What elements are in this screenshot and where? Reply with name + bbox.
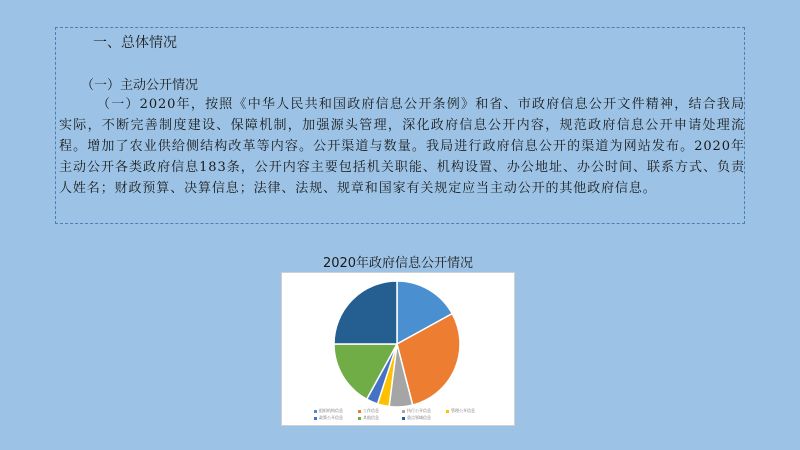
legend-item [402,414,446,421]
chart-title: 2020年政府信息公开情况 [322,256,474,271]
chart-legend [314,407,494,421]
legend-item [358,414,402,421]
pie-slice [334,281,397,344]
legend-item [314,407,358,414]
legend-swatch [358,410,361,413]
overview-paragraph: （一）2020年，按照《中华人民共和国政府信息公开条例》和省、市政府信息公开文件精神，结合我局实际，不断完善制度建设、保障机制，加强源头管理，深化政府信息公开内容，规范政府信息公开申请处理流程。增加了农业供给侧结构改革等内容。公开渠道与数量。我局进行政府信息公开的渠道为网站发布。2020年主动公开各类政府信息183条，公开内容主要包括机关职能、机构设置、办公地址、办公时间、联系方式、负责人姓名；财政预算、决算信息；法律、法规、规章和国家有关规定应当主动公开的其他政府信息。 [59,97,745,196]
legend-swatch [314,410,317,413]
section-heading: 一、总体情况 [93,35,177,51]
legend-label: 管理公开信息 [451,408,475,413]
subsection-heading: （一）主动公开情况 [81,78,199,93]
pie-chart-svg [282,273,514,425]
legend-swatch [314,417,317,420]
legend-swatch [358,417,361,420]
legend-label: 执行公开信息 [407,408,431,413]
legend-label: 其他信息 [363,415,379,420]
legend-item [402,407,446,414]
legend-swatch [446,410,449,413]
legend-swatch [402,417,405,420]
legend-label: 组织机构信息 [319,408,343,413]
overview-text-box [55,27,745,224]
legend-item [358,407,402,414]
legend-label: 工作信息 [363,408,379,413]
legend-label: 政策公开信息 [319,415,343,420]
legend-item [314,414,358,421]
pie-chart [281,272,515,426]
legend-swatch [402,410,405,413]
legend-item [446,407,490,414]
legend-label: 重点领域信息 [407,415,431,420]
